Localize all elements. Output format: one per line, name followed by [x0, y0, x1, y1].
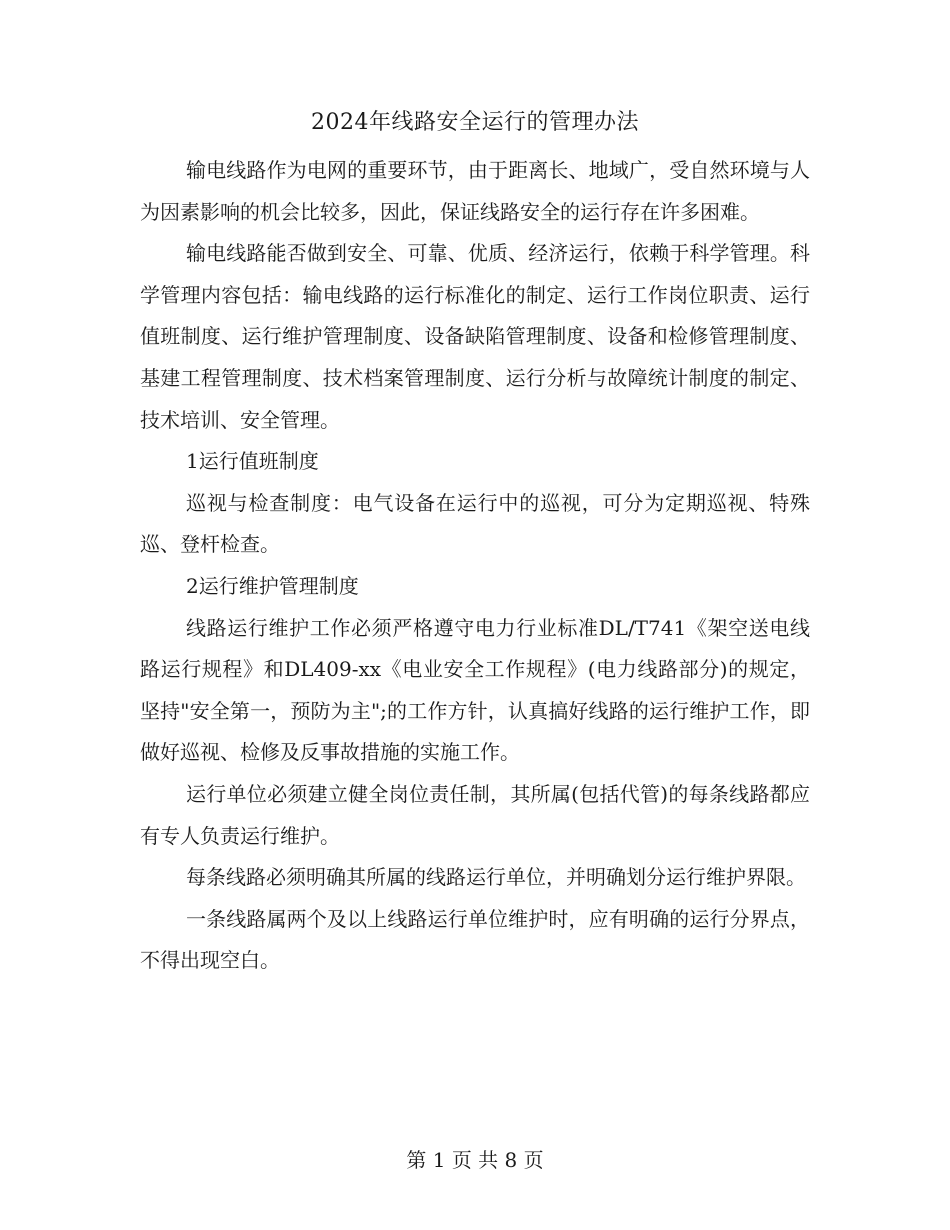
section-heading-maintenance-system: 2运行维护管理制度 [186, 573, 359, 598]
paragraph-inspection: 巡视与检查制度：电气设备在运行中的巡视，可分为定期巡视、特殊巡、登杆检查。 [140, 490, 810, 557]
document-body [140, 104, 810, 982]
document-title: 2024年线路安全运行的管理办法 [311, 110, 639, 135]
paragraph-scientific-management: 输电线路能否做到安全、可靠、优质、经济运行，依赖于科学管理。科学管理内容包括：输电线路的运行标准化的制定、运行工作岗位职责、运行值班制度、运行维护管理制度、设备缺陷管理制度、设备和检修管理制度、基建工程管理制度、技术档案管理制度、运行分析与故障统计制度的制定、技术培训、安全管理。 [140, 241, 810, 432]
page-number-footer: 第 1 页 共 8 页 [406, 1148, 544, 1172]
paragraph-unit-boundary: 每条线路必须明确其所属的线路运行单位，并明确划分运行维护界限。 [186, 865, 806, 890]
section-heading-duty-system: 1运行值班制度 [186, 449, 319, 474]
paragraph-boundary-point: 一条线路属两个及以上线路运行单位维护时，应有明确的运行分界点，不得出现空白。 [140, 906, 810, 973]
paragraph-standards: 线路运行维护工作必须严格遵守电力行业标准DL/T741《架空送电线路运行规程》和DL409-xx《电业安全工作规程》(电力线路部分)的规定，坚持"安全第一，预防为主";的工作方针，认真搞好线路的运行维护工作，即做好巡视、检修及反事故措施的实施工作。 [140, 615, 810, 765]
paragraph-intro: 输电线路作为电网的重要环节，由于距离长、地域广，受自然环境与人为因素影响的机会比较多，因此，保证线路安全的运行存在许多困难。 [140, 158, 810, 224]
paragraph-responsibility: 运行单位必须建立健全岗位责任制，其所属(包括代管)的每条线路都应有专人负责运行维护。 [140, 781, 810, 848]
